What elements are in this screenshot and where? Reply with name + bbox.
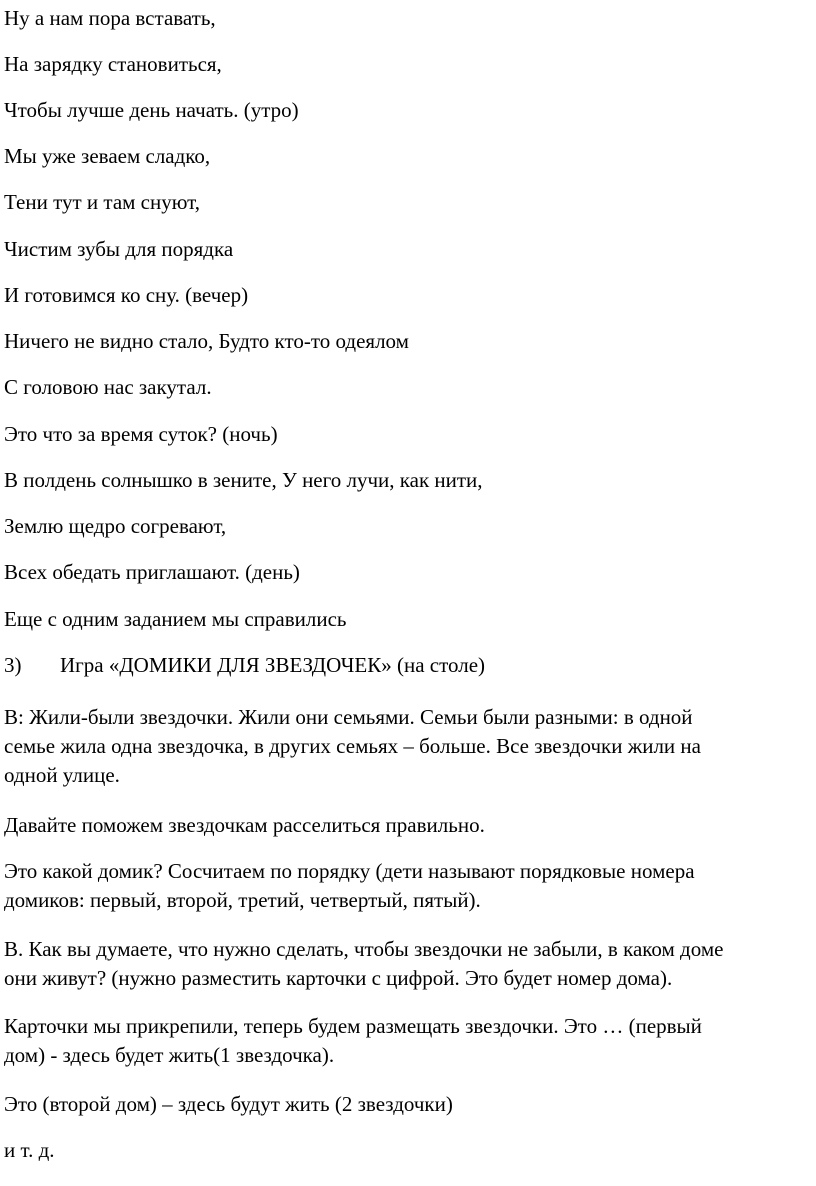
paragraph-1 (4, 703, 794, 790)
paragraph-line: домиков: первый, второй, третий, четвертый, пятый). (4, 888, 481, 912)
paragraph-6 (4, 1090, 794, 1119)
poem-line-8: Ничего не видно стало, Будто кто-то одеялом (4, 329, 409, 353)
paragraph-5 (4, 1012, 794, 1070)
paragraph-2 (4, 811, 794, 840)
poem-line-14: Еще с одним заданием мы справились (4, 607, 347, 631)
poem-line-11: В полдень солнышко в зените, У него лучи, как нити, (4, 468, 483, 492)
poem-line-4: Мы уже зеваем сладко, (4, 144, 211, 168)
poem-line-7: И готовимся ко сну. (вечер) (4, 283, 249, 307)
poem-line-5: Тени тут и там снуют, (4, 190, 201, 214)
poem-line-1: Ну а нам пора вставать, (4, 6, 216, 30)
paragraph-line: одной улице. (4, 763, 120, 787)
poem-line-6: Чистим зубы для порядка (4, 237, 234, 261)
poem-line-10: Это что за время суток? (ночь) (4, 422, 278, 446)
game-title: Игра «ДОМИКИ ДЛЯ ЗВЕЗДОЧЕК» (на столе) (60, 653, 486, 677)
game-heading (4, 651, 485, 679)
paragraph-line: В. Как вы думаете, что нужно сделать, чтобы звездочки не забыли, в каком доме (4, 937, 724, 961)
paragraph-line: Давайте поможем звездочкам расселиться правильно. (4, 813, 485, 837)
paragraph-4 (4, 935, 794, 993)
paragraph-line: дом) - здесь будет жить(1 звездочка). (4, 1043, 335, 1067)
paragraph-line: Карточки мы прикрепили, теперь будем размещать звездочки. Это … (первый (4, 1014, 702, 1038)
poem-line-13: Всех обедать приглашают. (день) (4, 560, 300, 584)
paragraph-line: Это какой домик? Сосчитаем по порядку (дети называют порядковые номера (4, 859, 695, 883)
poem-line-12: Землю щедро согревают, (4, 514, 227, 538)
paragraph-7 (4, 1136, 794, 1165)
paragraph-line: и т. д. (4, 1138, 55, 1162)
paragraph-line: В: Жили-были звездочки. Жили они семьями. Семьи были разными: в одной (4, 705, 693, 729)
poem-line-2: На зарядку становиться, (4, 52, 222, 76)
paragraph-line: они живут? (нужно разместить карточки с цифрой. Это будет номер дома). (4, 966, 673, 990)
paragraph-line: Это (второй дом) – здесь будут жить (2 звездочки) (4, 1092, 453, 1116)
poem-line-9: С головою нас закутал. (4, 375, 212, 399)
game-number: 3) (4, 653, 22, 677)
paragraph-3 (4, 857, 794, 915)
paragraph-line: семье жила одна звездочка, в других семьях – больше. Все звездочки жили на (4, 734, 701, 758)
poem-line-3: Чтобы лучше день начать. (утро) (4, 98, 299, 122)
